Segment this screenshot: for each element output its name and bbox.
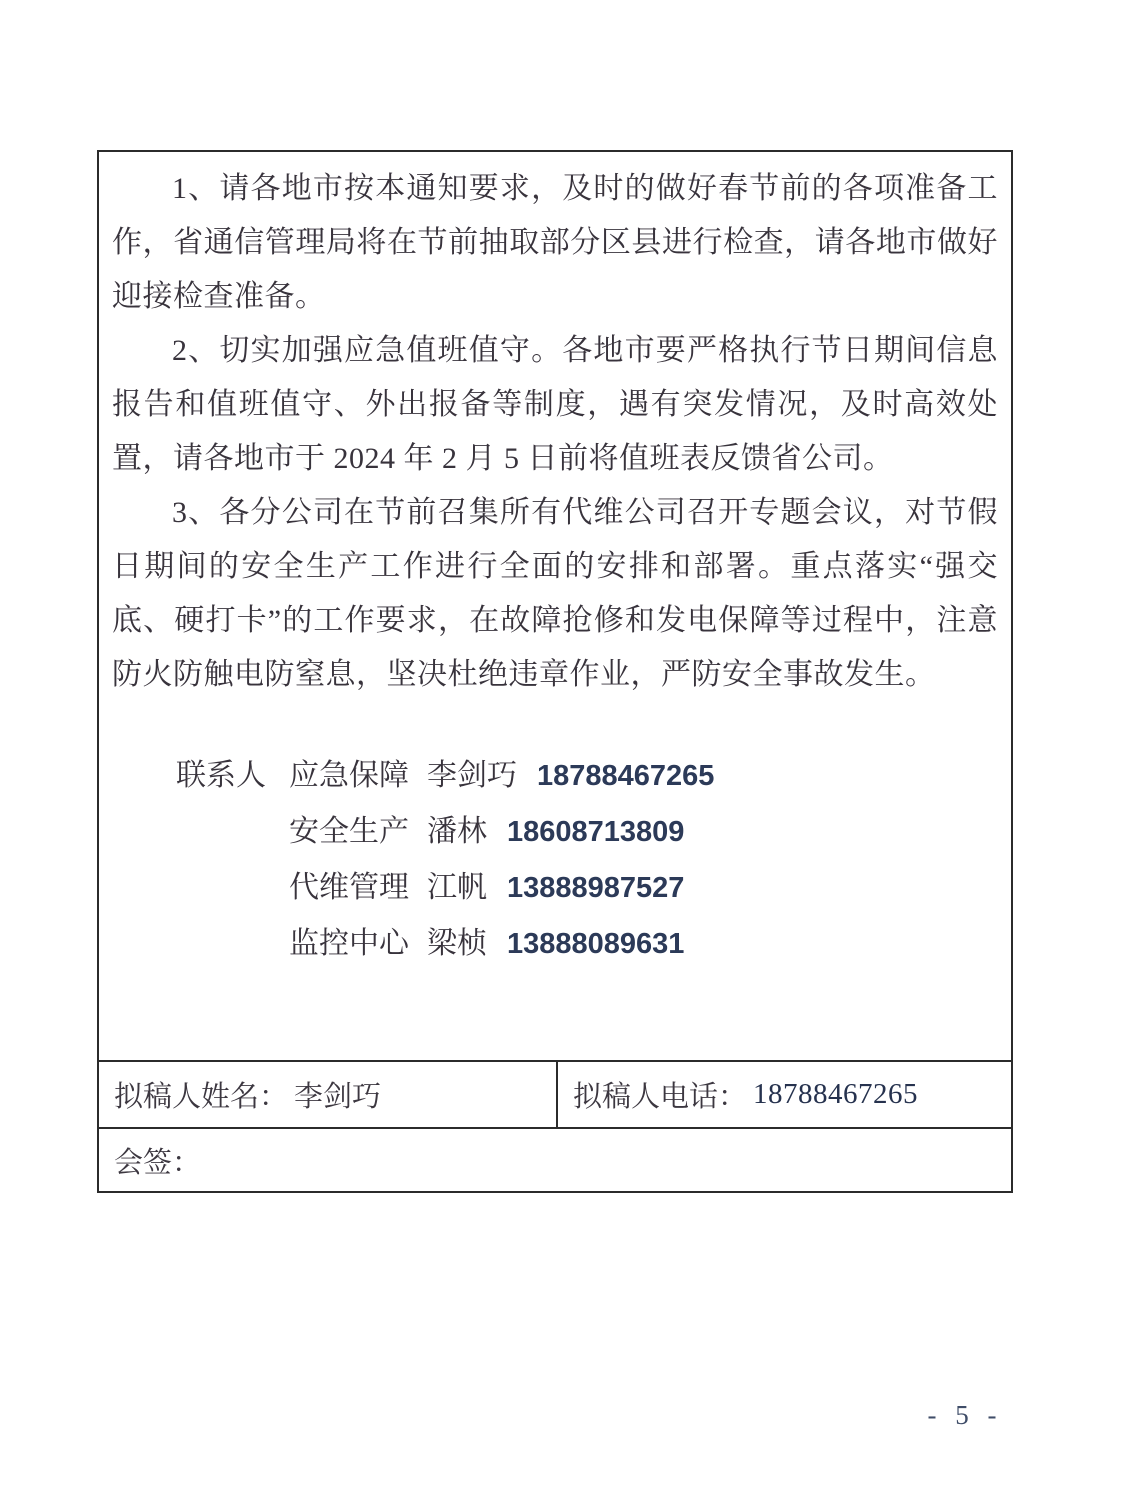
contact-dept: 安全生产 xyxy=(289,815,409,848)
contact-phone: 13888987527 xyxy=(507,872,685,904)
contact-phone: 18608713809 xyxy=(507,816,685,848)
paragraph-safety-meeting: 3、各分公司在节前召集所有代维公司召开专题会议，对节假日期间的安全生产工作进行全面的安排和部署。重点落实“强交底、硬打卡”的工作要求，在故障抢修和发电保障等过程中，注意防火防触电防窒息，坚决杜绝违章作业，严防安全事故发生。 xyxy=(112,496,998,691)
contact-name: 李剑巧 xyxy=(427,759,517,792)
contact-phone: 13888089631 xyxy=(507,928,685,960)
contact-phone: 18788467265 xyxy=(537,760,715,792)
contacts-block xyxy=(176,748,998,972)
notice-table xyxy=(97,150,1013,1193)
drafter-phone-cell xyxy=(558,1062,1011,1127)
countersign-label: 会签： xyxy=(114,1146,202,1179)
drafter-phone-label: 拟稿人电话： xyxy=(573,1081,748,1113)
contact-dept: 应急保障 xyxy=(289,759,409,792)
paragraph-duty-roster: 2、切实加强应急值班值守。各地市要严格执行节日期间信息报告和值班值守、外出报备等制度，遇有突发情况，及时高效处置，请各地市于 2024 年 2 月 5 日前将值班表反馈省公司。 xyxy=(112,334,998,475)
drafter-info-row xyxy=(99,1060,1011,1127)
contact-row-monitoring xyxy=(289,916,714,972)
contact-row-maintenance xyxy=(289,860,714,916)
page-number: - 5 - xyxy=(927,1400,1003,1430)
contact-name: 江帆 xyxy=(427,871,487,904)
drafter-phone-value: 18788467265 xyxy=(753,1078,919,1110)
drafter-name-value: 李剑巧 xyxy=(294,1081,382,1113)
contact-row-safety xyxy=(289,804,714,860)
drafter-name-label: 拟稿人姓名： xyxy=(114,1081,289,1113)
drafter-name-cell xyxy=(99,1062,558,1127)
notice-body-cell xyxy=(99,152,1011,1060)
contact-name: 梁桢 xyxy=(427,927,487,960)
contact-dept: 监控中心 xyxy=(289,927,409,960)
contact-dept: 代维管理 xyxy=(289,871,409,904)
contact-name: 潘林 xyxy=(427,815,487,848)
paragraph-preparation: 1、请各地市按本通知要求，及时的做好春节前的各项准备工作，省通信管理局将在节前抽取部分区县进行检查，请各地市做好迎接检查准备。 xyxy=(112,172,998,313)
countersign-row xyxy=(99,1127,1011,1191)
contact-list xyxy=(289,748,714,972)
contacts-label: 联系人 xyxy=(176,759,266,792)
contact-row-emergency xyxy=(289,748,714,804)
